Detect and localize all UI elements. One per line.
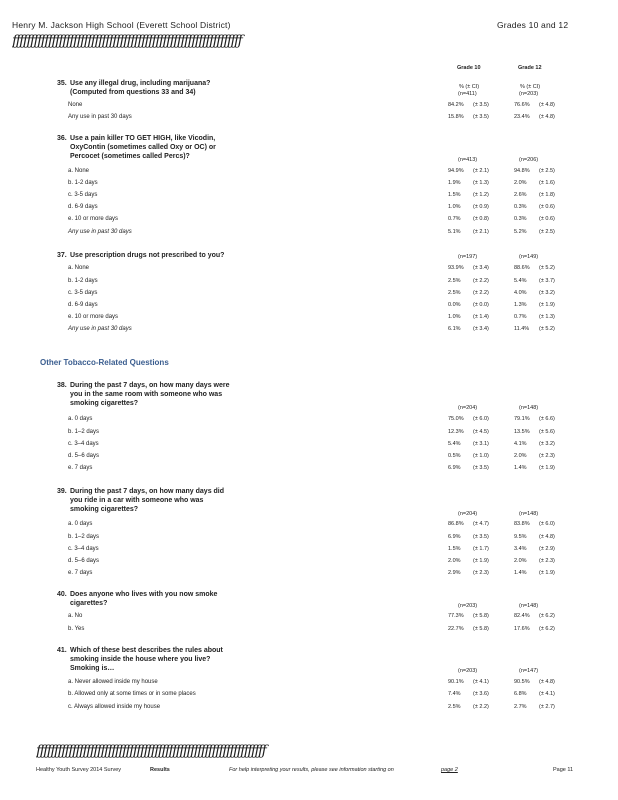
q36-row-c10: (± 2.1) <box>473 229 489 235</box>
q38-row-v10: 6.9% <box>448 465 461 471</box>
q41-row-v12: 2.7% <box>514 704 527 710</box>
q37-row-v10: 6.1% <box>448 326 461 332</box>
q36-row-label: e. 10 or more days <box>68 216 119 222</box>
q39-n10: (n=204) <box>458 511 478 517</box>
q35-number: 35. <box>57 80 67 87</box>
q39-row-v10: 1.5% <box>448 546 461 552</box>
q40-row-label: b. Yes <box>68 626 85 632</box>
q35-n12: (n=203) <box>519 91 539 97</box>
q36-row-v12: 94.8% <box>514 168 530 174</box>
q35-row-label: Any use in past 30 days <box>68 114 132 120</box>
q36-row-c12: (± 2.5) <box>539 168 555 174</box>
q41-row-c10: (± 3.6) <box>473 691 489 697</box>
q41-row-v10: 7.4% <box>448 691 461 697</box>
q36-row-c12: (± 0.6) <box>539 216 555 222</box>
q38-row-c12: (± 6.6) <box>539 416 555 422</box>
q36-row-c10: (± 1.3) <box>473 180 489 186</box>
q36-row-label: b. 1-2 days <box>68 180 98 186</box>
q39-row-c12: (± 2.3) <box>539 558 555 564</box>
q38-row-label: c. 3–4 days <box>68 441 99 447</box>
q36-row-v12: 5.2% <box>514 229 527 235</box>
q36-n10: (n=413) <box>458 157 478 163</box>
q39-row-v12: 9.5% <box>514 534 527 540</box>
q41-row-v12: 90.5% <box>514 679 530 685</box>
q40-n10: (n=203) <box>458 603 478 609</box>
q39-row-label: b. 1–2 days <box>68 534 100 540</box>
section-heading: Other Tobacco-Related Questions <box>40 358 169 367</box>
q35-row-v12: 23.4% <box>514 114 530 120</box>
q39-row-c10: (± 1.9) <box>473 558 489 564</box>
q39-row-c12: (± 6.0) <box>539 521 555 527</box>
q36-row-v12: 2.0% <box>514 180 527 186</box>
q40-text: Does anyone who lives with you now smoke cigarettes? <box>70 591 218 607</box>
q38-row-c12: (± 2.3) <box>539 453 555 459</box>
q37-row-label: d. 6-9 days <box>68 302 98 308</box>
q35-row-v10: 15.8% <box>448 114 464 120</box>
q39-row-v10: 86.8% <box>448 521 464 527</box>
q36-row-c10: (± 2.1) <box>473 168 489 174</box>
q41-row-v12: 6.8% <box>514 691 527 697</box>
q35-row-c10: (± 3.5) <box>473 114 489 120</box>
q40-row-label: a. No <box>68 613 83 619</box>
q35-text: Use any illegal drug, including marijuana? (Computed from questions 33 and 34) <box>70 80 211 96</box>
q41-row-label: a. Never allowed inside my house <box>68 679 158 685</box>
q36-row-v10: 94.9% <box>448 168 464 174</box>
q37-row-v12: 0.7% <box>514 314 527 320</box>
q37-row-v12: 11.4% <box>514 326 530 332</box>
q35-row-v10: 84.2% <box>448 102 464 108</box>
q39-row-v10: 2.9% <box>448 570 461 576</box>
q37-row-label: b. 1-2 days <box>68 278 98 284</box>
q39-text: During the past 7 days, on how many days did you ride in a car with someone who was smoking cigarettes? <box>70 488 225 513</box>
q37-row-c12: (± 1.3) <box>539 314 555 320</box>
q36-row-v10: 5.1% <box>448 229 461 235</box>
q36-number: 36. <box>57 135 67 142</box>
q38-row-v12: 1.4% <box>514 465 527 471</box>
q37-row-v10: 2.5% <box>448 278 461 284</box>
q36-row-c12: (± 1.8) <box>539 192 555 198</box>
q37-text: Use prescription drugs not prescribed to you? <box>70 252 225 259</box>
q39-row-label: a. 0 days <box>68 521 93 527</box>
school-title: Henry M. Jackson High School (Everett School District) <box>12 20 231 30</box>
q37-row-v10: 93.9% <box>448 265 464 271</box>
q40-n12: (n=148) <box>519 603 539 609</box>
q37-row-label: c. 3-5 days <box>68 290 98 296</box>
q40-row-c10: (± 5.8) <box>473 613 489 619</box>
q35-row-c12: (± 4.8) <box>539 114 555 120</box>
q39-row-v10: 2.0% <box>448 558 461 564</box>
q37-row-c12: (± 5.2) <box>539 326 555 332</box>
q38-n12: (n=148) <box>519 405 539 411</box>
q39-row-c10: (± 1.7) <box>473 546 489 552</box>
q41-row-c12: (± 4.8) <box>539 679 555 685</box>
q36-row-v10: 0.7% <box>448 216 461 222</box>
q35-row-v12: 76.6% <box>514 102 530 108</box>
q37-row-c10: (± 2.2) <box>473 278 489 284</box>
footer-results: Results <box>150 767 170 773</box>
page-number: Page 11 <box>553 767 574 773</box>
q37-row-c12: (± 3.2) <box>539 290 555 296</box>
q38-row-c12: (± 5.6) <box>539 429 555 435</box>
footer-rule: ƒƒƒƒƒƒƒƒƒƒƒƒƒƒƒƒƒƒƒƒƒƒƒƒƒƒƒƒƒƒƒƒƒƒƒƒƒƒƒƒƒƒƒƒƒƒƒƒƒƒƒƒƒƒƒƒƒƒƒƒƒƒƒƒ <box>36 743 266 759</box>
q39-row-c10: (± 3.5) <box>473 534 489 540</box>
q41-row-c12: (± 4.1) <box>539 691 555 697</box>
q38-row-c10: (± 4.5) <box>473 429 489 435</box>
q37-row-label: e. 10 or more days <box>68 314 119 320</box>
q39-row-c12: (± 1.9) <box>539 570 555 576</box>
q37-n12: (n=149) <box>519 254 539 260</box>
q39-row-v12: 2.0% <box>514 558 527 564</box>
q40-row-c12: (± 6.2) <box>539 613 555 619</box>
q36-row-c12: (± 1.6) <box>539 180 555 186</box>
q39-row-v12: 1.4% <box>514 570 527 576</box>
q36-row-label: a. None <box>68 168 90 174</box>
q37-row-v12: 1.3% <box>514 302 527 308</box>
q36-row-c10: (± 0.9) <box>473 204 489 210</box>
q38-row-c10: (± 3.5) <box>473 465 489 471</box>
q41-number: 41. <box>57 647 67 654</box>
q36-row-v10: 1.5% <box>448 192 461 198</box>
q37-number: 37. <box>57 252 67 259</box>
q38-number: 38. <box>57 382 67 389</box>
q35-row-c10: (± 3.5) <box>473 102 489 108</box>
q38-row-c10: (± 1.0) <box>473 453 489 459</box>
q41-row-v10: 90.1% <box>448 679 464 685</box>
q36-row-v10: 1.9% <box>448 180 461 186</box>
q38-row-v12: 4.1% <box>514 441 527 447</box>
q39-row-v12: 83.8% <box>514 521 530 527</box>
q41-n12: (n=147) <box>519 668 539 674</box>
q36-row-label: d. 6-9 days <box>68 204 98 210</box>
q38-row-c12: (± 1.9) <box>539 465 555 471</box>
col-grade10: Grade 10 <box>457 65 481 71</box>
q37-row-c12: (± 1.9) <box>539 302 555 308</box>
q38-row-c10: (± 6.0) <box>473 416 489 422</box>
q40-row-v12: 17.6% <box>514 626 530 632</box>
q41-row-label: b. Allowed only at some times or in some places <box>68 691 196 697</box>
q37-row-c10: (± 2.2) <box>473 290 489 296</box>
q39-row-v10: 6.9% <box>448 534 461 540</box>
q38-n10: (n=204) <box>458 405 478 411</box>
q38-text: During the past 7 days, on how many days were you in the same room with someone who was smoking cigarettes? <box>70 382 230 407</box>
q36-row-v10: 1.0% <box>448 204 461 210</box>
q35-row-c12: (± 4.8) <box>539 102 555 108</box>
q37-row-v10: 2.5% <box>448 290 461 296</box>
q39-row-label: e. 7 days <box>68 570 93 576</box>
q38-row-v10: 75.0% <box>448 416 464 422</box>
q38-row-v12: 2.0% <box>514 453 527 459</box>
q40-row-v12: 82.4% <box>514 613 530 619</box>
q37-row-c12: (± 5.2) <box>539 265 555 271</box>
q38-row-v12: 79.1% <box>514 416 530 422</box>
q38-row-label: e. 7 days <box>68 465 93 471</box>
header-rule: ƒƒƒƒƒƒƒƒƒƒƒƒƒƒƒƒƒƒƒƒƒƒƒƒƒƒƒƒƒƒƒƒƒƒƒƒƒƒƒƒƒƒƒƒƒƒƒƒƒƒƒƒƒƒƒƒƒƒƒƒƒƒƒƒ <box>12 33 242 49</box>
q37-row-c10: (± 3.4) <box>473 265 489 271</box>
q38-row-v10: 5.4% <box>448 441 461 447</box>
q39-row-c12: (± 2.9) <box>539 546 555 552</box>
q39-row-c10: (± 2.3) <box>473 570 489 576</box>
q36-row-c10: (± 1.2) <box>473 192 489 198</box>
q37-n10: (n=197) <box>458 254 478 260</box>
q37-row-label: a. None <box>68 265 90 271</box>
q41-n10: (n=203) <box>458 668 478 674</box>
q38-row-v10: 0.5% <box>448 453 461 459</box>
q38-row-c10: (± 3.1) <box>473 441 489 447</box>
q36-row-c12: (± 2.5) <box>539 229 555 235</box>
q39-row-c12: (± 4.8) <box>539 534 555 540</box>
q36-text: Use a pain killer TO GET HIGH, like Vicodin, OxyContin (sometimes called Oxy or OC) or Percocet (sometimes called Percs)? <box>70 135 216 160</box>
q40-row-v10: 77.3% <box>448 613 464 619</box>
q37-row-v12: 5.4% <box>514 278 527 284</box>
q36-row-label: c. 3-5 days <box>68 192 98 198</box>
q38-row-label: d. 5–6 days <box>68 453 100 459</box>
q36-row-c10: (± 0.8) <box>473 216 489 222</box>
q41-row-c12: (± 2.7) <box>539 704 555 710</box>
q35-ci-label-12: % (± CI) <box>520 84 541 90</box>
q36-row-label: Any use in past 30 days <box>68 229 132 235</box>
q35-row-label: None <box>68 102 83 108</box>
q41-text: Which of these best describes the rules about smoking inside the house where you live? Smoking is… <box>70 647 223 672</box>
q37-row-c10: (± 3.4) <box>473 326 489 332</box>
q38-row-v10: 12.3% <box>448 429 464 435</box>
grades-label: Grades 10 and 12 <box>497 20 569 30</box>
q38-row-label: a. 0 days <box>68 416 93 422</box>
q35-n10: (n=411) <box>458 91 477 97</box>
q35-ci-label-10: % (± CI) <box>459 84 480 90</box>
q39-row-label: d. 5–6 days <box>68 558 100 564</box>
q41-row-label: c. Always allowed inside my house <box>68 704 161 710</box>
footer-help: For help interpreting your results, please see information starting on <box>229 767 394 773</box>
q36-n12: (n=206) <box>519 157 539 163</box>
q39-row-c10: (± 4.7) <box>473 521 489 527</box>
q37-row-v10: 1.0% <box>448 314 461 320</box>
footer-survey: Healthy Youth Survey 2014 Survey <box>36 767 122 773</box>
q37-row-c12: (± 3.7) <box>539 278 555 284</box>
q37-row-v12: 4.0% <box>514 290 527 296</box>
q37-row-v10: 0.0% <box>448 302 461 308</box>
q37-row-v12: 88.6% <box>514 265 530 271</box>
q38-row-label: b. 1–2 days <box>68 429 100 435</box>
q40-row-c10: (± 5.8) <box>473 626 489 632</box>
q38-row-v12: 13.5% <box>514 429 530 435</box>
q38-row-c12: (± 3.2) <box>539 441 555 447</box>
q39-row-v12: 3.4% <box>514 546 527 552</box>
q39-row-label: c. 3–4 days <box>68 546 99 552</box>
q40-row-c12: (± 6.2) <box>539 626 555 632</box>
q37-row-label: Any use in past 30 days <box>68 326 132 332</box>
q40-number: 40. <box>57 591 67 598</box>
footer-page-link[interactable]: page 2 <box>441 767 458 773</box>
q36-row-v12: 0.3% <box>514 216 527 222</box>
q41-row-c10: (± 2.2) <box>473 704 489 710</box>
q41-row-c10: (± 4.1) <box>473 679 489 685</box>
q37-row-c10: (± 1.4) <box>473 314 489 320</box>
col-grade12: Grade 12 <box>518 65 542 71</box>
q36-row-v12: 0.3% <box>514 204 527 210</box>
q37-row-c10: (± 0.0) <box>473 302 489 308</box>
q39-number: 39. <box>57 488 67 495</box>
q41-row-v10: 2.5% <box>448 704 461 710</box>
q36-row-v12: 2.6% <box>514 192 527 198</box>
q36-row-c12: (± 0.6) <box>539 204 555 210</box>
q39-n12: (n=148) <box>519 511 539 517</box>
q40-row-v10: 22.7% <box>448 626 464 632</box>
